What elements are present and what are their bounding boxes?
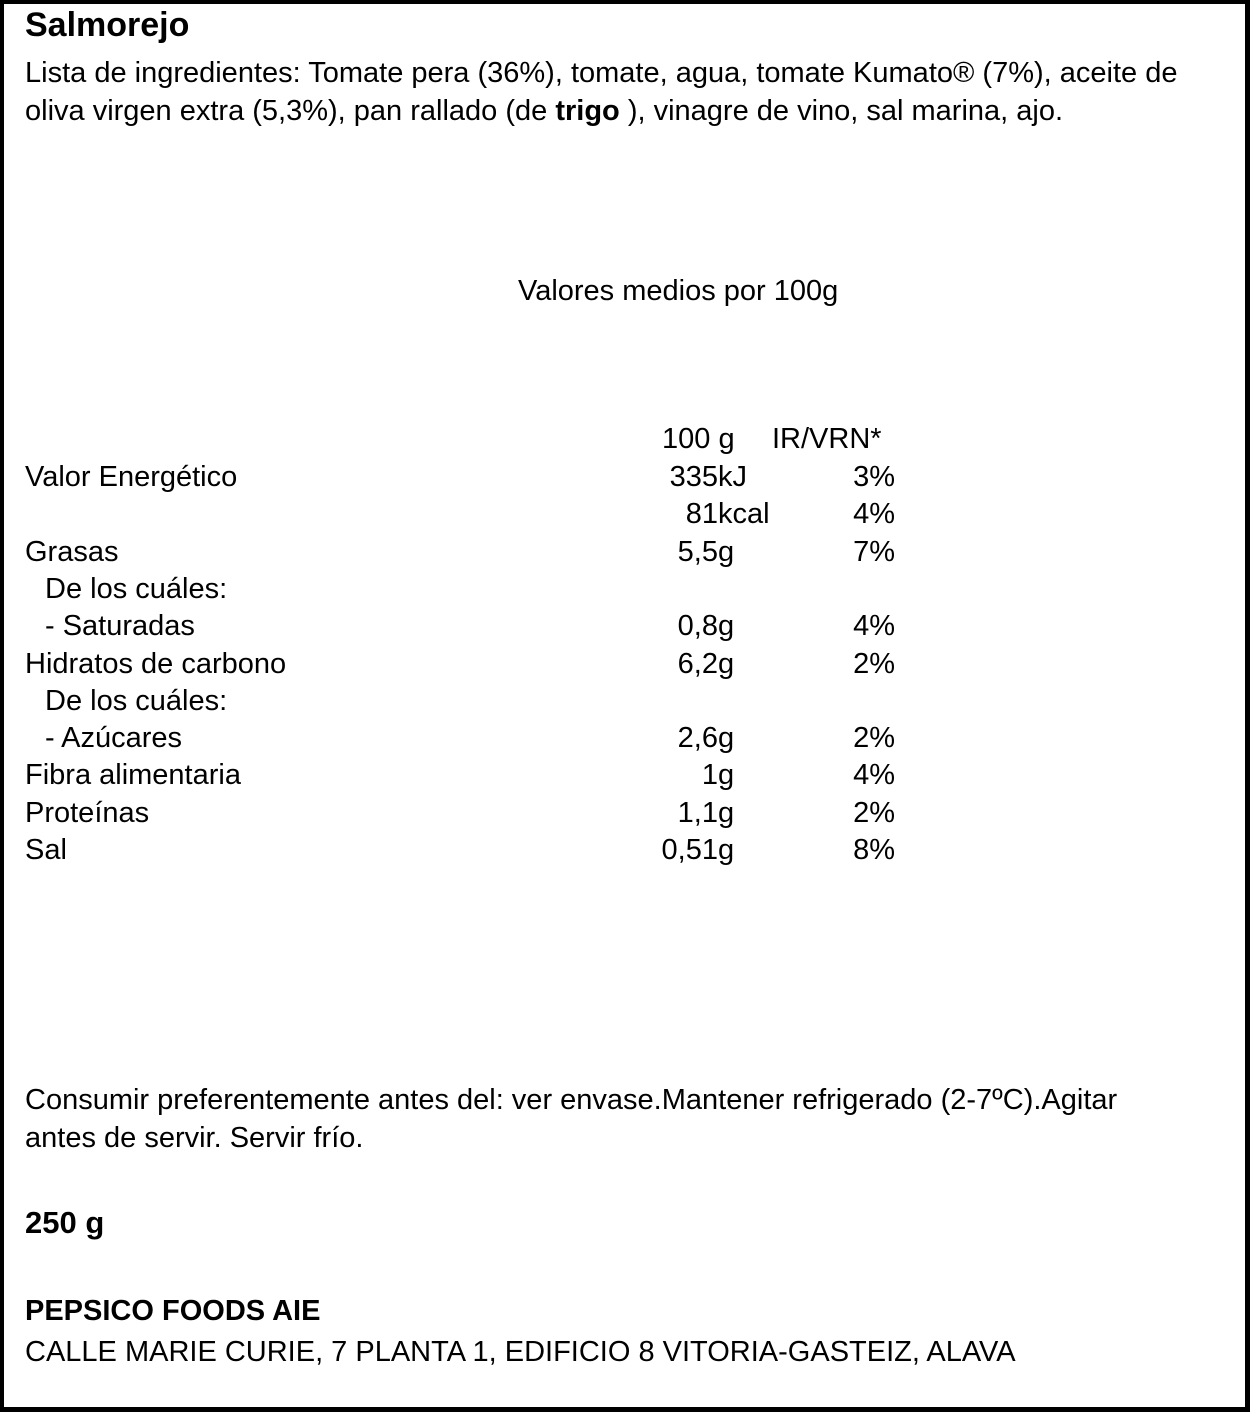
nutrition-row	[0, 608, 1250, 645]
nutrient-amount: 0,51	[661, 834, 718, 866]
column-header-amount: 100 g	[662, 423, 735, 455]
column-header-ri: IR/VRN*	[772, 423, 882, 455]
ingredients-text: Lista de ingredientes: Tomate pera (36%), tomate, agua, tomate Kumato® (7%), aceite de oliva virgen extra (5,3%), pan rallado (de	[25, 57, 1178, 127]
nutrient-amount: 6,2	[677, 647, 718, 680]
nutrition-row	[0, 795, 1250, 832]
nutrient-label: De los cuáles:	[45, 572, 228, 605]
company-name: PEPSICO FOODS AIE	[25, 1295, 321, 1327]
nutrition-heading: Valores medios por 100g	[518, 275, 839, 307]
nutrient-ri-percent: 4%	[853, 498, 895, 531]
nutrient-unit: g	[718, 759, 735, 792]
nutrient-unit: g	[718, 647, 735, 680]
ingredients-list	[25, 54, 1205, 130]
allergen-highlight: trigo	[555, 95, 620, 127]
nutrient-label: Grasas	[25, 535, 119, 568]
nutrient-amount: 2,6	[677, 722, 718, 755]
company-address: CALLE MARIE CURIE, 7 PLANTA 1, EDIFICIO 8 VITORIA-GASTEIZ, ALAVA	[25, 1336, 1016, 1368]
nutrition-row	[0, 646, 1250, 683]
nutrient-ri-percent: 8%	[853, 834, 895, 866]
nutrient-unit: kcal	[718, 498, 770, 531]
nutrition-row	[0, 757, 1250, 794]
nutrient-label: Proteínas	[25, 796, 150, 829]
nutrient-ri-percent: 2%	[853, 796, 895, 829]
nutrient-ri-percent: 4%	[853, 610, 895, 643]
nutrient-label: - Saturadas	[45, 610, 195, 643]
nutrition-row	[0, 571, 1250, 608]
nutrient-amount: 81	[685, 498, 718, 531]
nutrient-unit: g	[718, 796, 735, 829]
nutrient-ri-percent: 2%	[853, 647, 895, 680]
nutrient-amount: 1	[701, 759, 718, 792]
nutrient-label: De los cuáles:	[45, 684, 228, 717]
nutrient-ri-percent: 7%	[853, 535, 895, 568]
nutrient-unit: g	[718, 610, 735, 643]
nutrient-amount: 1,1	[677, 796, 718, 829]
nutrient-amount: 5,5	[677, 535, 718, 568]
nutrient-ri-percent: 2%	[853, 722, 895, 755]
nutrient-ri-percent: 3%	[853, 461, 895, 493]
nutrient-amount: 0,8	[677, 610, 718, 643]
nutrition-row	[0, 720, 1250, 757]
nutrient-label: - Azúcares	[45, 722, 182, 755]
nutrient-label: Hidratos de carbono	[25, 647, 287, 680]
nutrient-unit: g	[718, 834, 735, 866]
nutrition-row	[0, 459, 1250, 496]
nutrition-row	[0, 683, 1250, 720]
ingredients-text-end: ), vinagre de vino, sal marina, ajo.	[619, 95, 1064, 127]
nutrition-row	[0, 534, 1250, 571]
nutrient-unit: g	[718, 535, 735, 568]
nutrient-label: Valor Energético	[25, 461, 238, 493]
nutrient-unit: g	[718, 722, 735, 755]
nutrient-label: Sal	[25, 834, 67, 866]
product-title: Salmorejo	[25, 6, 190, 44]
nutrient-unit: kJ	[718, 461, 747, 493]
nutrition-row	[0, 496, 1250, 533]
nutrient-label: Fibra alimentaria	[25, 759, 241, 792]
nutrition-row	[0, 832, 1250, 869]
nutrient-amount: 335	[669, 461, 718, 493]
nutrient-ri-percent: 4%	[853, 759, 895, 792]
net-weight: 250 g	[25, 1205, 105, 1240]
storage-instructions: Consumir preferentemente antes del: ver envase.Mantener refrigerado (2-7ºC).Agitar antes de servir. Servir frío.	[25, 1084, 1118, 1154]
